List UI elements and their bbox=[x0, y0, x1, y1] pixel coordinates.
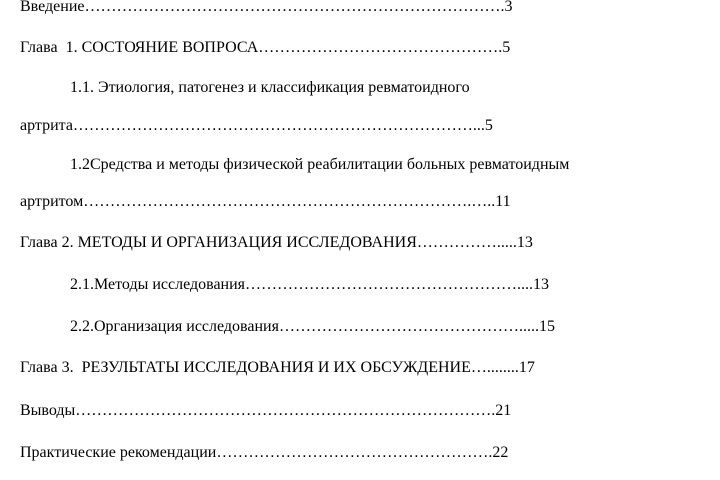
toc-entry-conclusions: Выводы…………………………………………………………………….21 bbox=[20, 402, 512, 419]
toc-entry-section-1-1: 1.1. Этиология, патогенез и классификация ревматоидного bbox=[70, 79, 470, 96]
toc-entry-introduction: Введение…………………………………………………………………….3 bbox=[20, 0, 513, 15]
toc-entry-section-1-2: 1.2Средства и методы физической реабилитации больных ревматоидным bbox=[70, 156, 570, 173]
toc-entry-chapter-3: Глава 3. РЕЗУЛЬТАТЫ ИССЛЕДОВАНИЯ И ИХ ОБСУЖДЕНИЕ…........17 bbox=[20, 359, 535, 376]
toc-entry-section-1-2-continued: артритом……………………………………………………………….…..11 bbox=[20, 193, 511, 210]
toc-entry-section-1-1-continued: артрита…………………………………………………………………...5 bbox=[20, 117, 493, 134]
toc-entry-section-2-2: 2.2.Организация исследования……………………………………….....15 bbox=[70, 318, 555, 335]
toc-entry-chapter-2: Глава 2. МЕТОДЫ И ОРГАНИЗАЦИЯ ИССЛЕДОВАНИЯ…………….....13 bbox=[20, 234, 533, 251]
toc-entry-section-2-1: 2.1.Методы исследования……………………………………………....13 bbox=[70, 276, 550, 293]
toc-entry-recommendations: Практические рекомендации…………………………………………….22 bbox=[20, 444, 509, 461]
toc-entry-chapter-1: Глава 1. СОСТОЯНИЕ ВОПРОСА……………………………………….5 bbox=[20, 39, 511, 56]
